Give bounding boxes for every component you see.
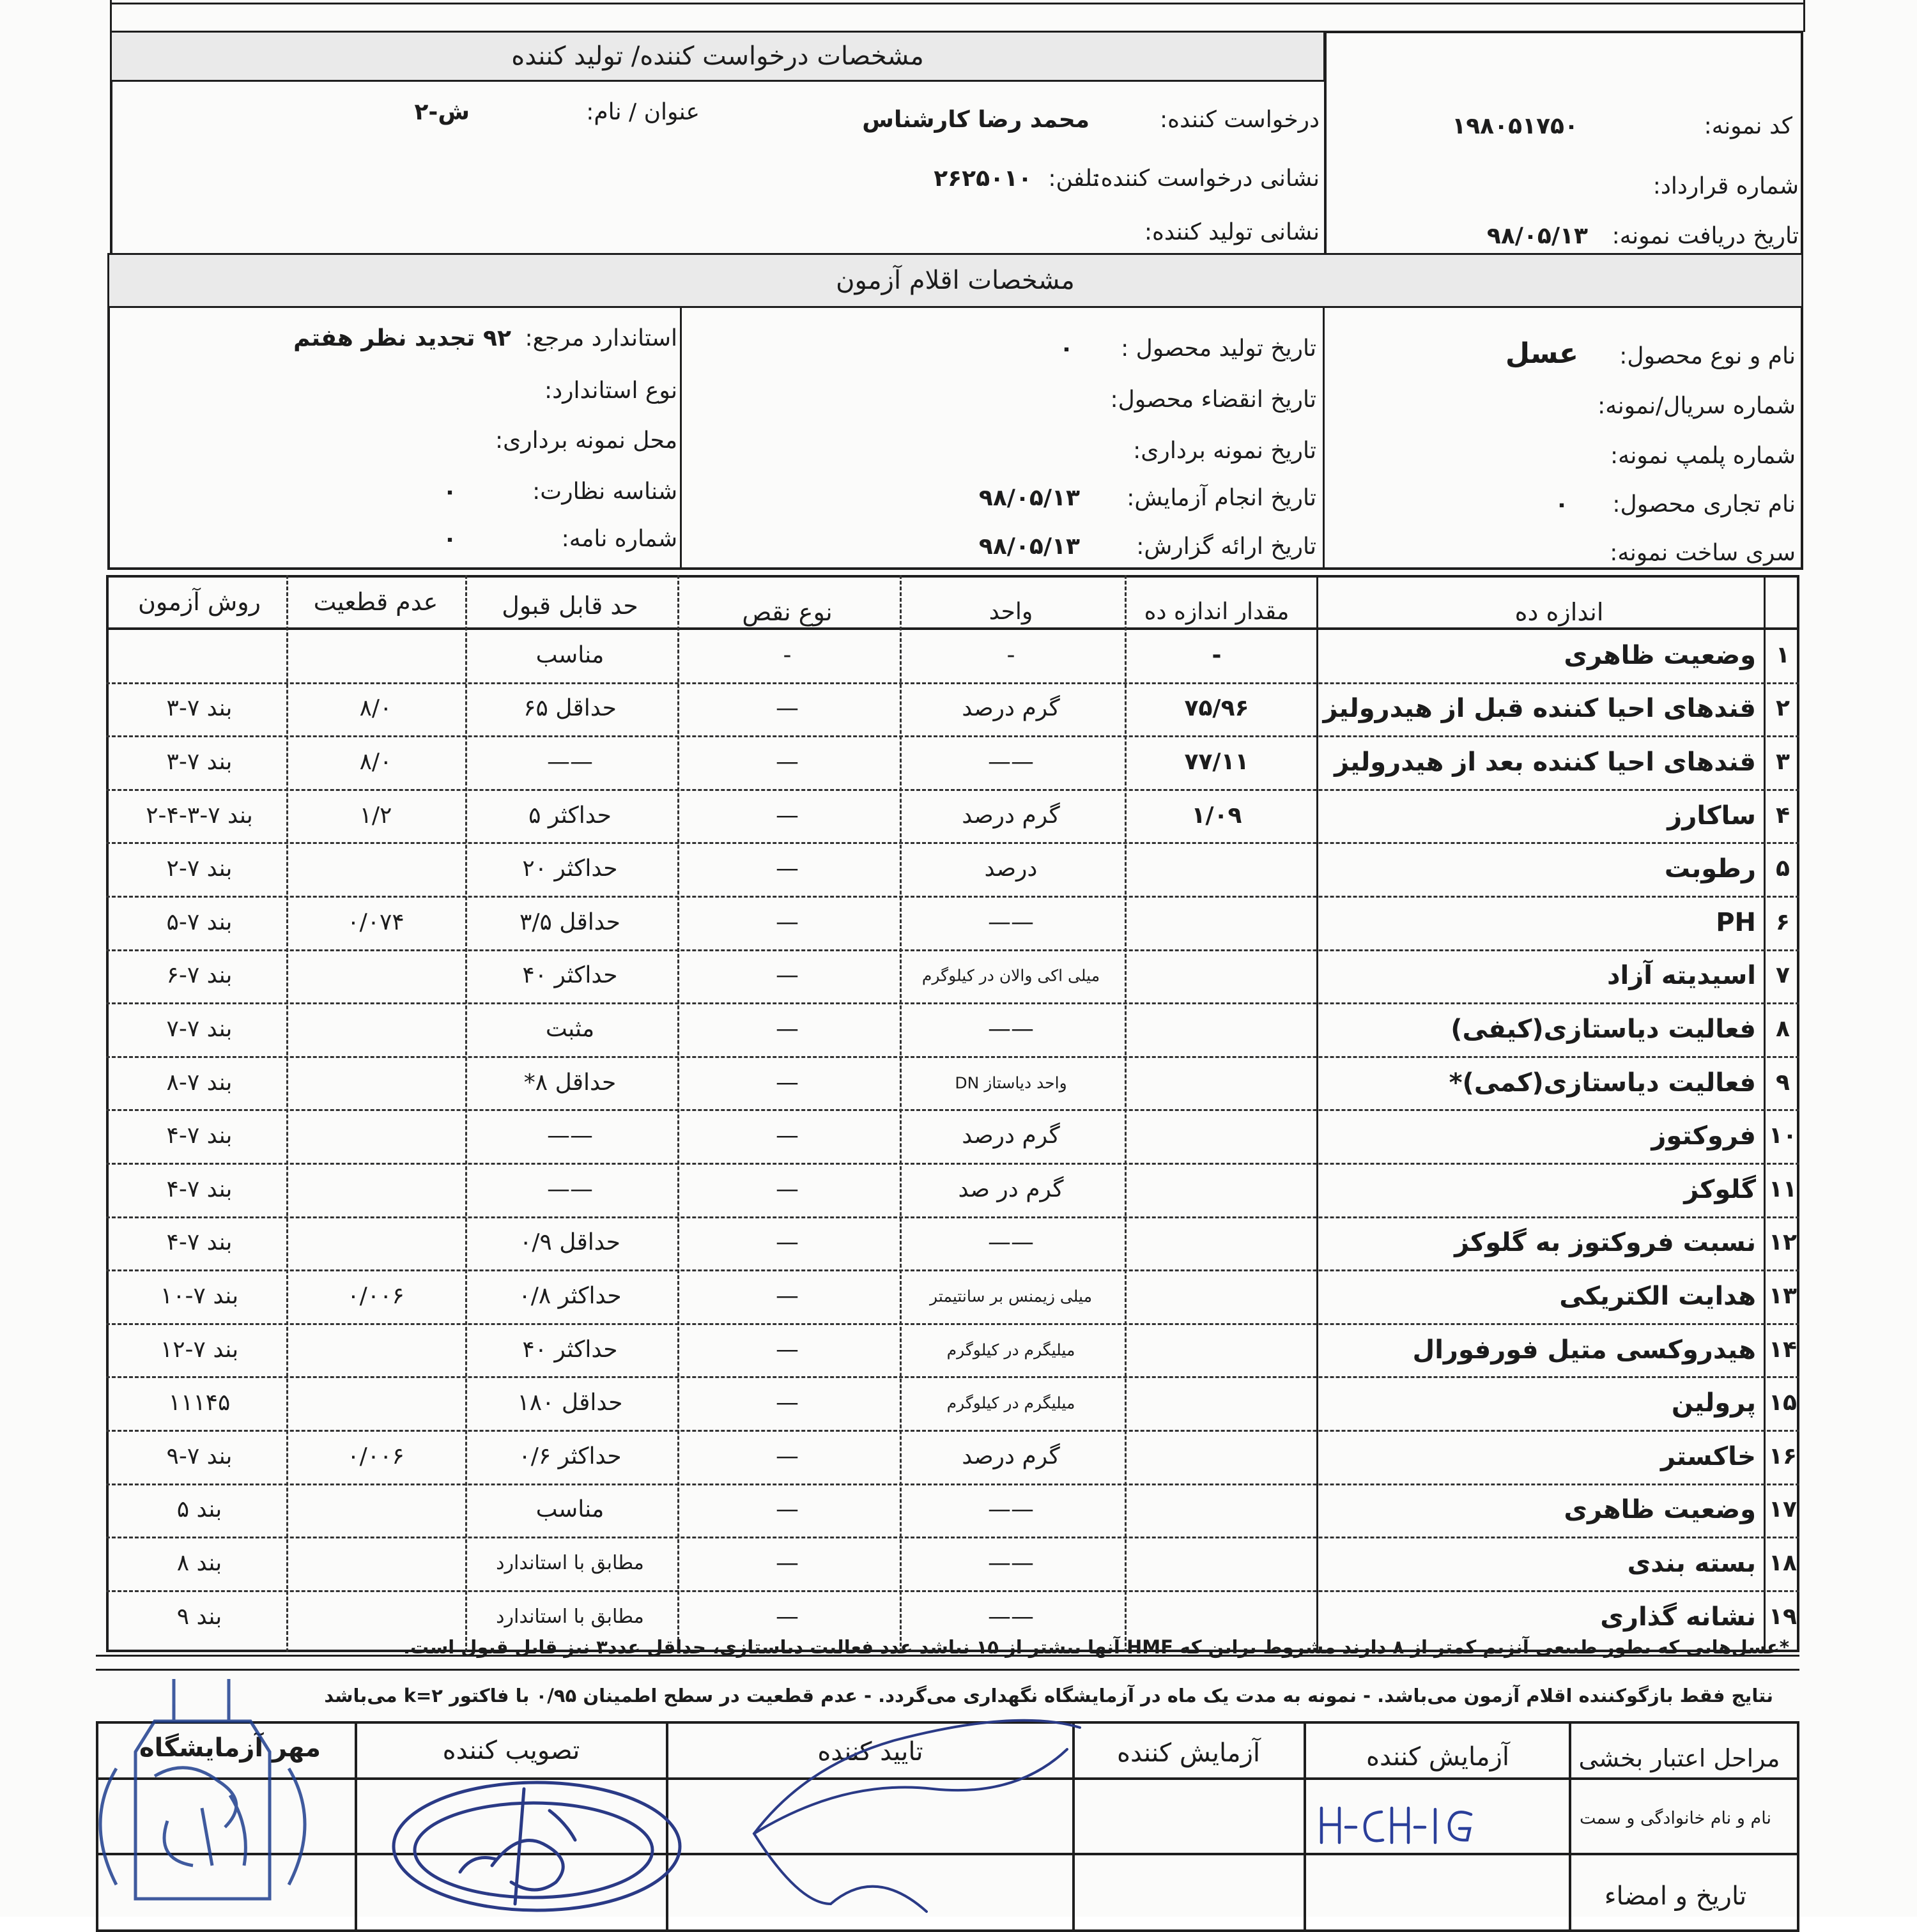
row-unit: —— <box>988 908 1034 935</box>
row-limit: حداقل ۸* <box>523 1069 617 1096</box>
row-number: ۳ <box>1776 749 1790 775</box>
row-limit: حداکثر ۵ <box>528 802 612 829</box>
row-defect: — <box>776 1443 799 1469</box>
row-defect: — <box>776 1283 799 1309</box>
row-parameter: وضعیت ظاهری <box>1564 1495 1756 1525</box>
table-row-line <box>106 1323 1799 1325</box>
row-number: ۱۹ <box>1769 1603 1797 1630</box>
items-divider-right <box>1323 308 1325 570</box>
letter-number-label: شماره نامه: <box>561 526 677 552</box>
seal-label: شماره پلمپ نمونه: <box>1610 443 1796 469</box>
row-method: بند ۷-۸ <box>166 1069 233 1096</box>
row-number: ۲ <box>1776 695 1790 722</box>
row-unit: —— <box>988 749 1034 775</box>
row-uncertainty: ٠/٠٠۶ <box>347 1283 404 1309</box>
row-unit: —— <box>988 1016 1034 1042</box>
sig-header-stages: مراحل اعتبار بخشی <box>1578 1744 1780 1772</box>
row-defect: — <box>776 1176 799 1202</box>
row-parameter: گلوکز <box>1684 1174 1756 1204</box>
row-limit: حداقل ۳/۵ <box>520 908 620 935</box>
row-parameter: هیدروکسی متیل فورفورال <box>1412 1335 1756 1365</box>
row-limit: —— <box>547 1176 593 1202</box>
sig-row-name-label: نام و نام خانوادگی و سمت <box>1580 1808 1771 1828</box>
build-series-label: سری ساخت نمونه: <box>1610 540 1796 566</box>
table-row-line <box>106 842 1799 844</box>
row-number: ۱۷ <box>1769 1496 1797 1523</box>
row-number: ۶ <box>1776 908 1790 935</box>
row-defect: — <box>776 1390 799 1416</box>
row-unit: گرم درصد <box>962 1123 1060 1149</box>
row-defect: — <box>776 1016 799 1042</box>
table-row-line <box>106 1590 1799 1592</box>
table-row-line <box>106 1216 1799 1218</box>
requester-address-label: نشانی درخواست کننده: <box>1093 165 1320 192</box>
table-row-line <box>106 1430 1799 1432</box>
sig-col-5 <box>355 1721 357 1932</box>
col-header-measured: مقدار اندازه ده <box>1144 599 1290 625</box>
row-limit: —— <box>547 749 593 775</box>
row-number: ۱۸ <box>1769 1550 1797 1576</box>
row-method: ۱۱۱۴۵ <box>168 1390 231 1416</box>
sig-header-stamp: مهر آزمایشگاه <box>139 1733 321 1763</box>
results-header-rule <box>106 627 1799 630</box>
row-method: بند ۷-۱۰ <box>160 1283 239 1309</box>
col-header-defect: نوع نقص <box>742 598 833 626</box>
col-header-unit: واحد <box>989 599 1033 625</box>
table-row-line <box>106 735 1799 737</box>
row-number: ۵ <box>1776 855 1790 882</box>
receive-date-value: ۹۸/۰۵/۱۳ <box>1486 223 1588 249</box>
test-date-label: تاریخ انجام آزمایش: <box>1127 485 1316 511</box>
supervision-value: ٠ <box>443 479 457 505</box>
row-limit: مثبت <box>545 1016 595 1042</box>
row-measured: ۷۷/۱۱ <box>1184 749 1249 775</box>
phone-label: تلفن: <box>1048 165 1099 192</box>
row-uncertainty: ۱/۲ <box>359 802 392 829</box>
row-unit: گرم درصد <box>962 1443 1060 1469</box>
row-parameter: PH <box>1716 907 1756 937</box>
row-parameter: بسته بندی <box>1627 1549 1756 1578</box>
report-date-label: تاریخ ارائه گزارش: <box>1136 533 1316 560</box>
row-unit: —— <box>988 1550 1034 1576</box>
row-limit: حداقل ۱۸۰ <box>517 1390 623 1416</box>
row-measured: - <box>1212 641 1222 668</box>
table-row-line <box>106 896 1799 898</box>
row-unit: میلی اکی والان در کیلوگرم <box>921 966 1100 985</box>
sampling-place-label: محل نمونه برداری: <box>495 427 677 454</box>
standard-value: ۹۲ تجدید نظر هفتم <box>293 325 511 351</box>
approver-signature-image <box>383 1770 690 1923</box>
table-row-line <box>106 1537 1799 1538</box>
footnote-results: نتایج فقط بازگوکننده اقلام آزمون می‌باشد. - نمونه به مدت یک ماه در آزمایشگاه نگهداری می‌گردد. - عدم قطعیت در سطح اطمینان ۰/۹۵ با فاکتور k=۲ می‌باشد <box>324 1685 1773 1706</box>
standard-label: استاندارد مرجع: <box>525 325 677 351</box>
expiry-date-label: تاریخ انقضاء محصول: <box>1110 387 1316 413</box>
row-parameter: قندهای احیا کننده قبل از هیدرولیز <box>1323 694 1756 724</box>
row-unit: —— <box>988 1603 1034 1630</box>
sig-header-tester-1: آزمایش کننده <box>1366 1742 1510 1772</box>
row-defect: — <box>776 1496 799 1523</box>
row-limit: حداکثر ۴۰ <box>522 962 618 989</box>
row-limit: مطابق با استاندارد <box>496 1552 644 1574</box>
row-defect: - <box>783 641 792 668</box>
row-uncertainty: ٠/۸ <box>359 695 392 722</box>
verifier-signature-image <box>735 1712 1093 1917</box>
title-value: ش-۲ <box>414 99 470 125</box>
row-method: بند ۷-۶ <box>166 962 233 989</box>
row-unit: گرم درصد <box>962 802 1060 829</box>
row-limit: مطابق با استاندارد <box>496 1605 644 1628</box>
title-label: عنوان / نام: <box>586 99 700 125</box>
row-defect: — <box>776 1229 799 1256</box>
requester-header-text: مشخصات درخواست کننده/ تولید کننده <box>511 42 924 71</box>
row-method: بند ۷-۹ <box>166 1443 233 1469</box>
row-limit: حداقل ۰/۹ <box>520 1229 620 1256</box>
row-measured: ۱/۰۹ <box>1191 802 1242 829</box>
row-parameter: قندهای احیا کننده بعد از هیدرولیز <box>1334 747 1756 777</box>
row-number: ۹ <box>1776 1069 1790 1096</box>
sample-code-label: کد نمونه: <box>1704 113 1792 139</box>
sig-col-2 <box>1304 1721 1306 1932</box>
row-defect: — <box>776 749 799 775</box>
sig-header-tester-2: آزمایش کننده <box>1116 1738 1261 1768</box>
row-parameter: خاکستر <box>1660 1441 1756 1471</box>
table-row-line <box>106 1109 1799 1111</box>
requester-section-header <box>110 31 1325 82</box>
sample-code-value: ۱۹۸۰۵۱۷۵۰ <box>1452 113 1578 139</box>
phone-value: ۲۶۲۵۰۱۰ <box>934 165 1032 192</box>
row-method: بند ۸ <box>176 1550 222 1576</box>
table-row-line <box>106 1163 1799 1165</box>
row-uncertainty: ٠/۸ <box>359 749 392 775</box>
table-row-line <box>106 1269 1799 1271</box>
row-defect: — <box>776 1603 799 1630</box>
standard-type-label: نوع استاندارد: <box>544 378 677 404</box>
row-parameter: پرولین <box>1671 1388 1756 1418</box>
table-row-line <box>106 1483 1799 1485</box>
report-date-value: ۹۸/۰۵/۱۳ <box>978 533 1080 560</box>
row-parameter: ساکارز <box>1667 801 1756 831</box>
requester-label: درخواست کننده: <box>1160 107 1320 133</box>
row-measured: ۷۵/۹۶ <box>1184 695 1249 722</box>
items-divider-left <box>680 308 682 570</box>
row-defect: — <box>776 1123 799 1149</box>
row-parameter: وضعیت ظاهری <box>1564 640 1756 670</box>
row-number: ۱۰ <box>1769 1123 1797 1149</box>
sig-row-date-label: تاریخ و امضاء <box>1604 1882 1747 1911</box>
row-limit: حداکثر ۰/۸ <box>518 1283 622 1309</box>
producer-address-label: نشانی تولید کننده: <box>1144 219 1320 245</box>
row-number: ۱۴ <box>1769 1336 1797 1363</box>
row-parameter: رطوبت <box>1664 854 1756 884</box>
row-method: بند ۷-۴ <box>166 1123 233 1149</box>
letter-number-value: ٠ <box>443 526 457 552</box>
row-limit: حداقل ۶۵ <box>523 695 617 722</box>
requester-value: محمد رضا کارشناس <box>862 107 1089 133</box>
row-defect: — <box>776 962 799 989</box>
items-header-text: مشخصات اقلام آزمون <box>836 266 1075 295</box>
supervision-label: شناسه نظارت: <box>532 479 677 505</box>
row-parameter: نسبت فروکتوز به گلوکز <box>1454 1228 1756 1258</box>
row-unit: —— <box>988 1229 1034 1256</box>
contract-label: شماره قرارداد: <box>1652 173 1799 199</box>
top-border-line <box>110 3 1803 4</box>
receive-date-label: تاریخ دریافت نمونه: <box>1612 223 1799 249</box>
row-parameter: فعالیت دیاستازی(کیفی) <box>1451 1015 1756 1044</box>
sig-header-approver: تصویب کننده <box>442 1736 580 1765</box>
sig-header-verifier: تایید کننده <box>817 1737 923 1767</box>
row-defect: — <box>776 802 799 829</box>
col-header-uncertainty: عدم قطعیت <box>313 588 438 616</box>
footnote-rule-2 <box>96 1669 1799 1671</box>
row-unit: میلی زیمنس بر سانتیمتر <box>930 1287 1092 1306</box>
row-number: ۴ <box>1776 802 1790 829</box>
row-method: بند ۷-۲ <box>166 855 233 882</box>
sampling-date-label: تاریخ نمونه برداری: <box>1133 438 1316 464</box>
production-date-label: تاریخ تولید محصول : <box>1121 335 1316 362</box>
row-parameter: فروکتوز <box>1651 1121 1756 1151</box>
row-method: بند ۷-۴ <box>166 1229 233 1256</box>
row-method: بند ۷-۷ <box>166 1016 233 1042</box>
row-number: ۱۵ <box>1769 1390 1797 1416</box>
product-name-label: نام و نوع محصول: <box>1619 343 1796 369</box>
table-row-line <box>106 789 1799 791</box>
production-date-value: ٠ <box>1059 335 1074 362</box>
row-limit: حداکثر ۰/۶ <box>518 1443 622 1469</box>
row-uncertainty: ٠/٠٠۶ <box>347 1443 404 1469</box>
col-header-parameter: اندازه ده <box>1514 598 1604 626</box>
test-date-value: ۹۸/۰۵/۱۳ <box>978 485 1080 511</box>
col-header-limit: حد قابل قبول <box>502 592 638 620</box>
row-unit: واحد دیاستاز DN <box>955 1073 1067 1092</box>
row-number: ۱۳ <box>1769 1283 1797 1309</box>
row-unit: - <box>1006 641 1015 668</box>
table-row-line <box>106 682 1799 684</box>
row-parameter: هدایت الکتریکی <box>1559 1282 1756 1311</box>
row-limit: مناسب <box>535 1496 604 1523</box>
row-unit: درصد <box>984 855 1038 882</box>
row-number: ۱۱ <box>1769 1176 1797 1202</box>
product-name-value: عسل <box>1505 337 1578 370</box>
row-parameter: نشانه گذاری <box>1600 1602 1756 1632</box>
footnote-diastase: *عسل‌هایی که بطور طبیعی آنزیم کمتر از ۸ دارند مشروط براین که HMF آنها بیشتر از ۱۵ نباشد عدد فعالیت دیاستازی، حداقل عدد۳ نیز قابل قبول است. <box>403 1636 1789 1658</box>
row-limit: حداکثر ۲۰ <box>522 855 618 882</box>
row-number: ۸ <box>1776 1016 1790 1042</box>
row-number: ۷ <box>1776 962 1790 989</box>
table-row-line <box>106 1056 1799 1058</box>
row-limit: مناسب <box>535 641 604 668</box>
row-defect: — <box>776 1336 799 1363</box>
row-limit: —— <box>547 1123 593 1149</box>
top-border-right <box>1803 0 1805 32</box>
brand-value: ٠ <box>1555 491 1569 518</box>
table-row-line <box>106 1376 1799 1378</box>
row-defect: — <box>776 1550 799 1576</box>
col-header-method: روش آزمون <box>138 588 261 616</box>
row-defect: — <box>776 1069 799 1096</box>
sig-col-1 <box>1569 1721 1571 1932</box>
row-parameter: فعالیت دیاستازی(کمی)* <box>1449 1068 1756 1098</box>
lab-stamp-image <box>59 1674 340 1923</box>
top-border-left <box>110 0 112 32</box>
row-limit: حداکثر ۴۰ <box>522 1336 618 1363</box>
row-unit: میلیگرم در کیلوگرم <box>946 1393 1075 1413</box>
row-uncertainty: ٠/٠۷۴ <box>347 908 404 935</box>
brand-label: نام تجاری محصول: <box>1612 491 1796 518</box>
table-row-line <box>106 1002 1799 1004</box>
items-section-header <box>107 253 1803 308</box>
row-method: بند ۷-۳-۴-۲ <box>146 802 253 829</box>
handwritten-initials-image <box>1310 1795 1489 1853</box>
row-method: بند ۷-۳ <box>166 749 233 775</box>
row-method: بند ۵ <box>176 1496 222 1523</box>
row-unit: گرم درصد <box>962 695 1060 722</box>
row-unit: —— <box>988 1496 1034 1523</box>
row-method: بند ۹ <box>176 1603 222 1630</box>
row-method: بند ۷-۳ <box>166 695 233 722</box>
row-method: بند ۷-۱۲ <box>160 1336 239 1363</box>
requester-divider <box>1324 31 1327 261</box>
table-row-line <box>106 949 1799 951</box>
serial-label: شماره سریال/نمونه: <box>1598 393 1796 419</box>
row-number: ۱ <box>1776 641 1790 668</box>
row-unit: گرم در صد <box>958 1176 1064 1202</box>
row-defect: — <box>776 908 799 935</box>
row-parameter: اسیدیته آزاد <box>1607 961 1756 991</box>
row-number: ۱۶ <box>1769 1443 1797 1469</box>
row-defect: — <box>776 855 799 882</box>
row-defect: — <box>776 695 799 722</box>
row-unit: میلیگرم در کیلوگرم <box>946 1340 1075 1360</box>
row-method: بند ۷-۴ <box>166 1176 233 1202</box>
row-number: ۱۲ <box>1769 1229 1797 1256</box>
row-method: بند ۷-۵ <box>166 908 233 935</box>
